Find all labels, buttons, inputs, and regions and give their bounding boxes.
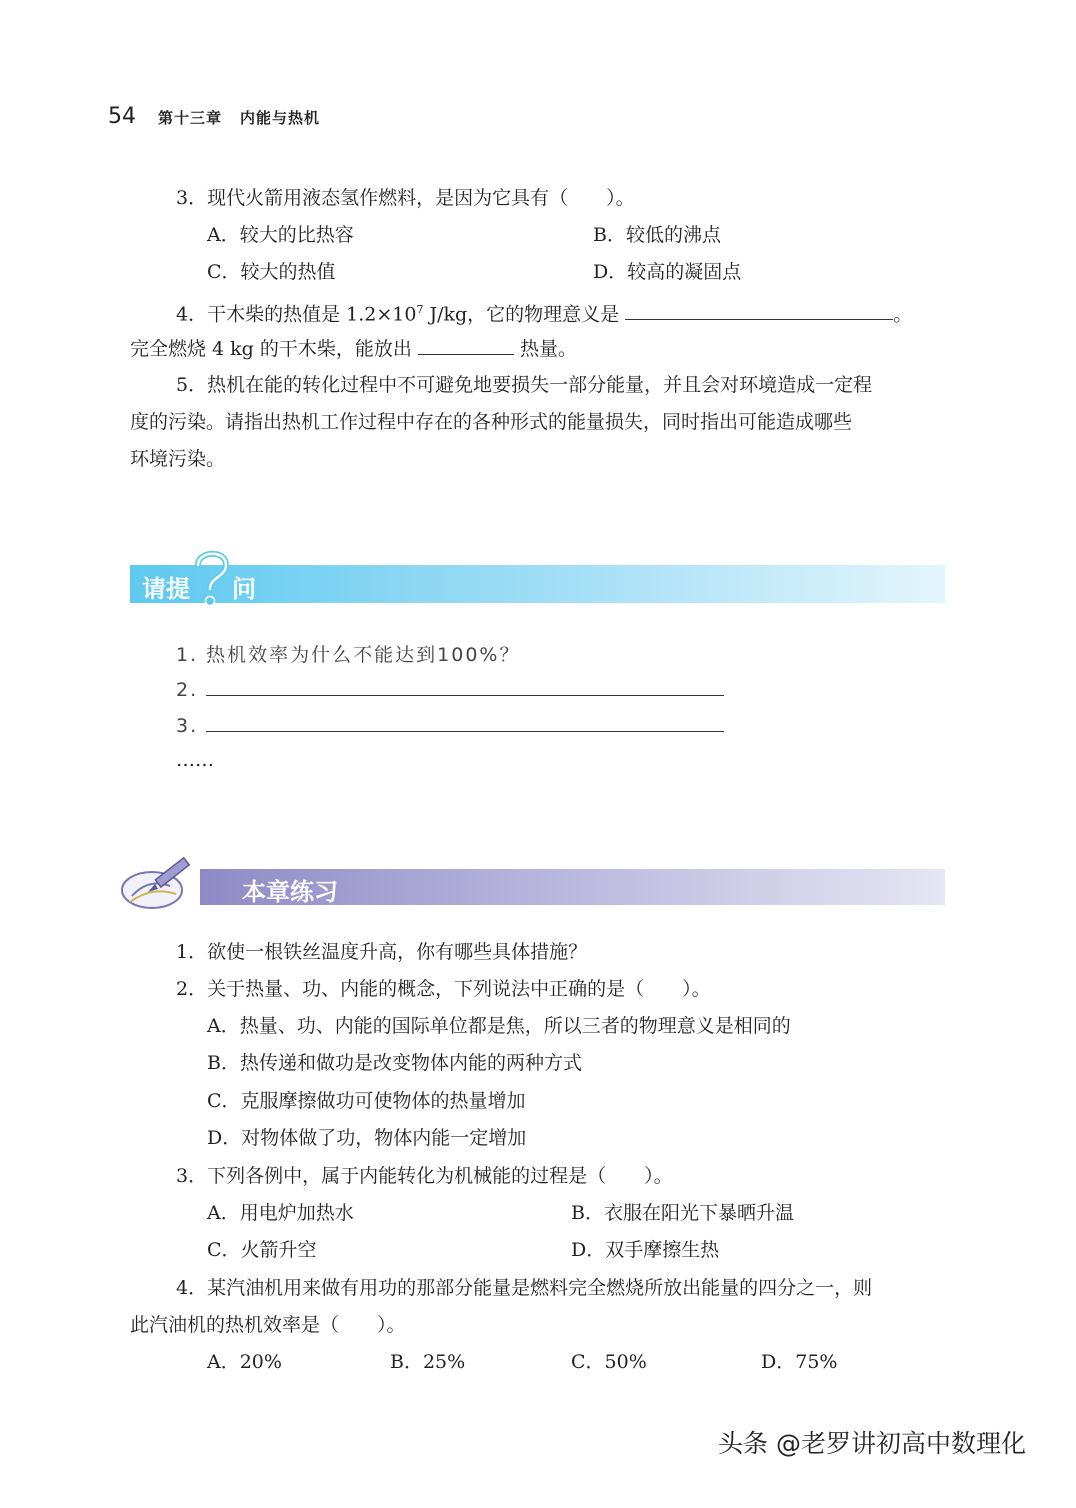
- chapter-title: 内能与热机: [240, 109, 321, 127]
- pq4-option-a: A．20%: [207, 1351, 282, 1373]
- question-5-line2: 度的污染。请指出热机工作过程中存在的各种形式的能量损失，同时指出可能造成哪些: [130, 411, 853, 433]
- ask-question-banner: [130, 565, 945, 603]
- pq3-option-b: B．衣服在阳光下暴晒升温: [571, 1202, 794, 1224]
- pq2-option-a: A．热量、功、内能的国际单位都是焦，所以三者的物理意义是相同的: [207, 1015, 791, 1037]
- ask-question-2: [176, 677, 724, 701]
- q4-end: 。: [893, 303, 913, 326]
- ask-q2-label: 2.: [176, 679, 199, 701]
- practice-question-2: 2．关于热量、功、内能的概念，下列说法中正确的是（ ）。: [176, 978, 711, 1000]
- q3-option-a: A．较大的比热容: [207, 224, 354, 246]
- q4-line2-text: 完全燃烧 4 kg 的干木柴，能放出: [130, 338, 412, 360]
- ask-title-left: 请提: [142, 575, 190, 603]
- q4-text-a: 4．干木柴的热值是 1.2×10: [176, 303, 417, 326]
- question-4: [176, 298, 912, 326]
- q4-line2-end: 热量。: [519, 338, 577, 360]
- q4-text-b: J/kg，它的物理意义是: [423, 303, 620, 326]
- watermark: 头条 @老罗讲初高中数理化: [718, 1429, 1026, 1458]
- pq4-option-b: B．25%: [390, 1351, 466, 1373]
- q3-option-d: D．较高的凝固点: [593, 261, 742, 283]
- question-3: 3．现代火箭用液态氢作燃料，是因为它具有（ ）。: [176, 187, 635, 209]
- q4-blank-2: [418, 336, 514, 355]
- pq4-option-d: D．75%: [761, 1351, 838, 1373]
- pq3-option-d: D．双手摩擦生热: [571, 1239, 720, 1261]
- question-5-line1: 5．热机在能的转化过程中不可避免地要损失一部分能量，并且会对环境造成一定程: [176, 374, 873, 396]
- question-4-line2: [130, 336, 577, 361]
- chapter-practice-banner: [200, 869, 945, 905]
- ask-question-1: 1. 热机效率为什么不能达到100%？: [176, 644, 521, 666]
- q4-blank-1: [625, 301, 893, 320]
- practice-question-1: 1．欲使一根铁丝温度升高，你有哪些具体措施？: [176, 941, 588, 963]
- ask-title-right: 问: [232, 575, 256, 603]
- pq2-option-b: B．热传递和做功是改变物体内能的两种方式: [207, 1052, 582, 1074]
- question-5-line3: 环境污染。: [130, 448, 226, 470]
- chapter-practice-title: 本章练习: [242, 877, 338, 906]
- ask-q3-label: 3.: [176, 715, 199, 737]
- pq2-option-d: D．对物体做了功，物体内能一定增加: [207, 1127, 527, 1149]
- ask-question-3: [176, 713, 724, 737]
- ask-q2-blank: [206, 677, 724, 696]
- pencil-note-icon: [118, 856, 196, 916]
- pq4-option-c: C．50%: [571, 1351, 647, 1373]
- chapter-number: 第十三章: [158, 109, 223, 127]
- practice-question-4-line1: 4．某汽油机用来做有用功的那部分能量是燃料完全燃烧所放出能量的四分之一，则: [176, 1277, 873, 1299]
- running-header: [158, 107, 338, 128]
- practice-question-3: 3．下列各例中，属于内能转化为机械能的过程是（ ）。: [176, 1165, 673, 1187]
- pq3-option-a: A．用电炉加热水: [207, 1202, 354, 1224]
- ask-q3-blank: [206, 713, 724, 732]
- q3-option-b: B．较低的沸点: [593, 224, 721, 246]
- ask-ellipsis: ……: [176, 749, 214, 771]
- practice-question-4-line2: 此汽油机的热机效率是（ ）。: [130, 1314, 406, 1336]
- q3-option-c: C．较大的热值: [207, 261, 336, 283]
- pq2-option-c: C．克服摩擦做功可使物体的热量增加: [207, 1090, 526, 1112]
- pq3-option-c: C．火箭升空: [207, 1239, 317, 1261]
- q4-exponent: 7: [416, 303, 424, 316]
- page-number: 54: [108, 104, 136, 129]
